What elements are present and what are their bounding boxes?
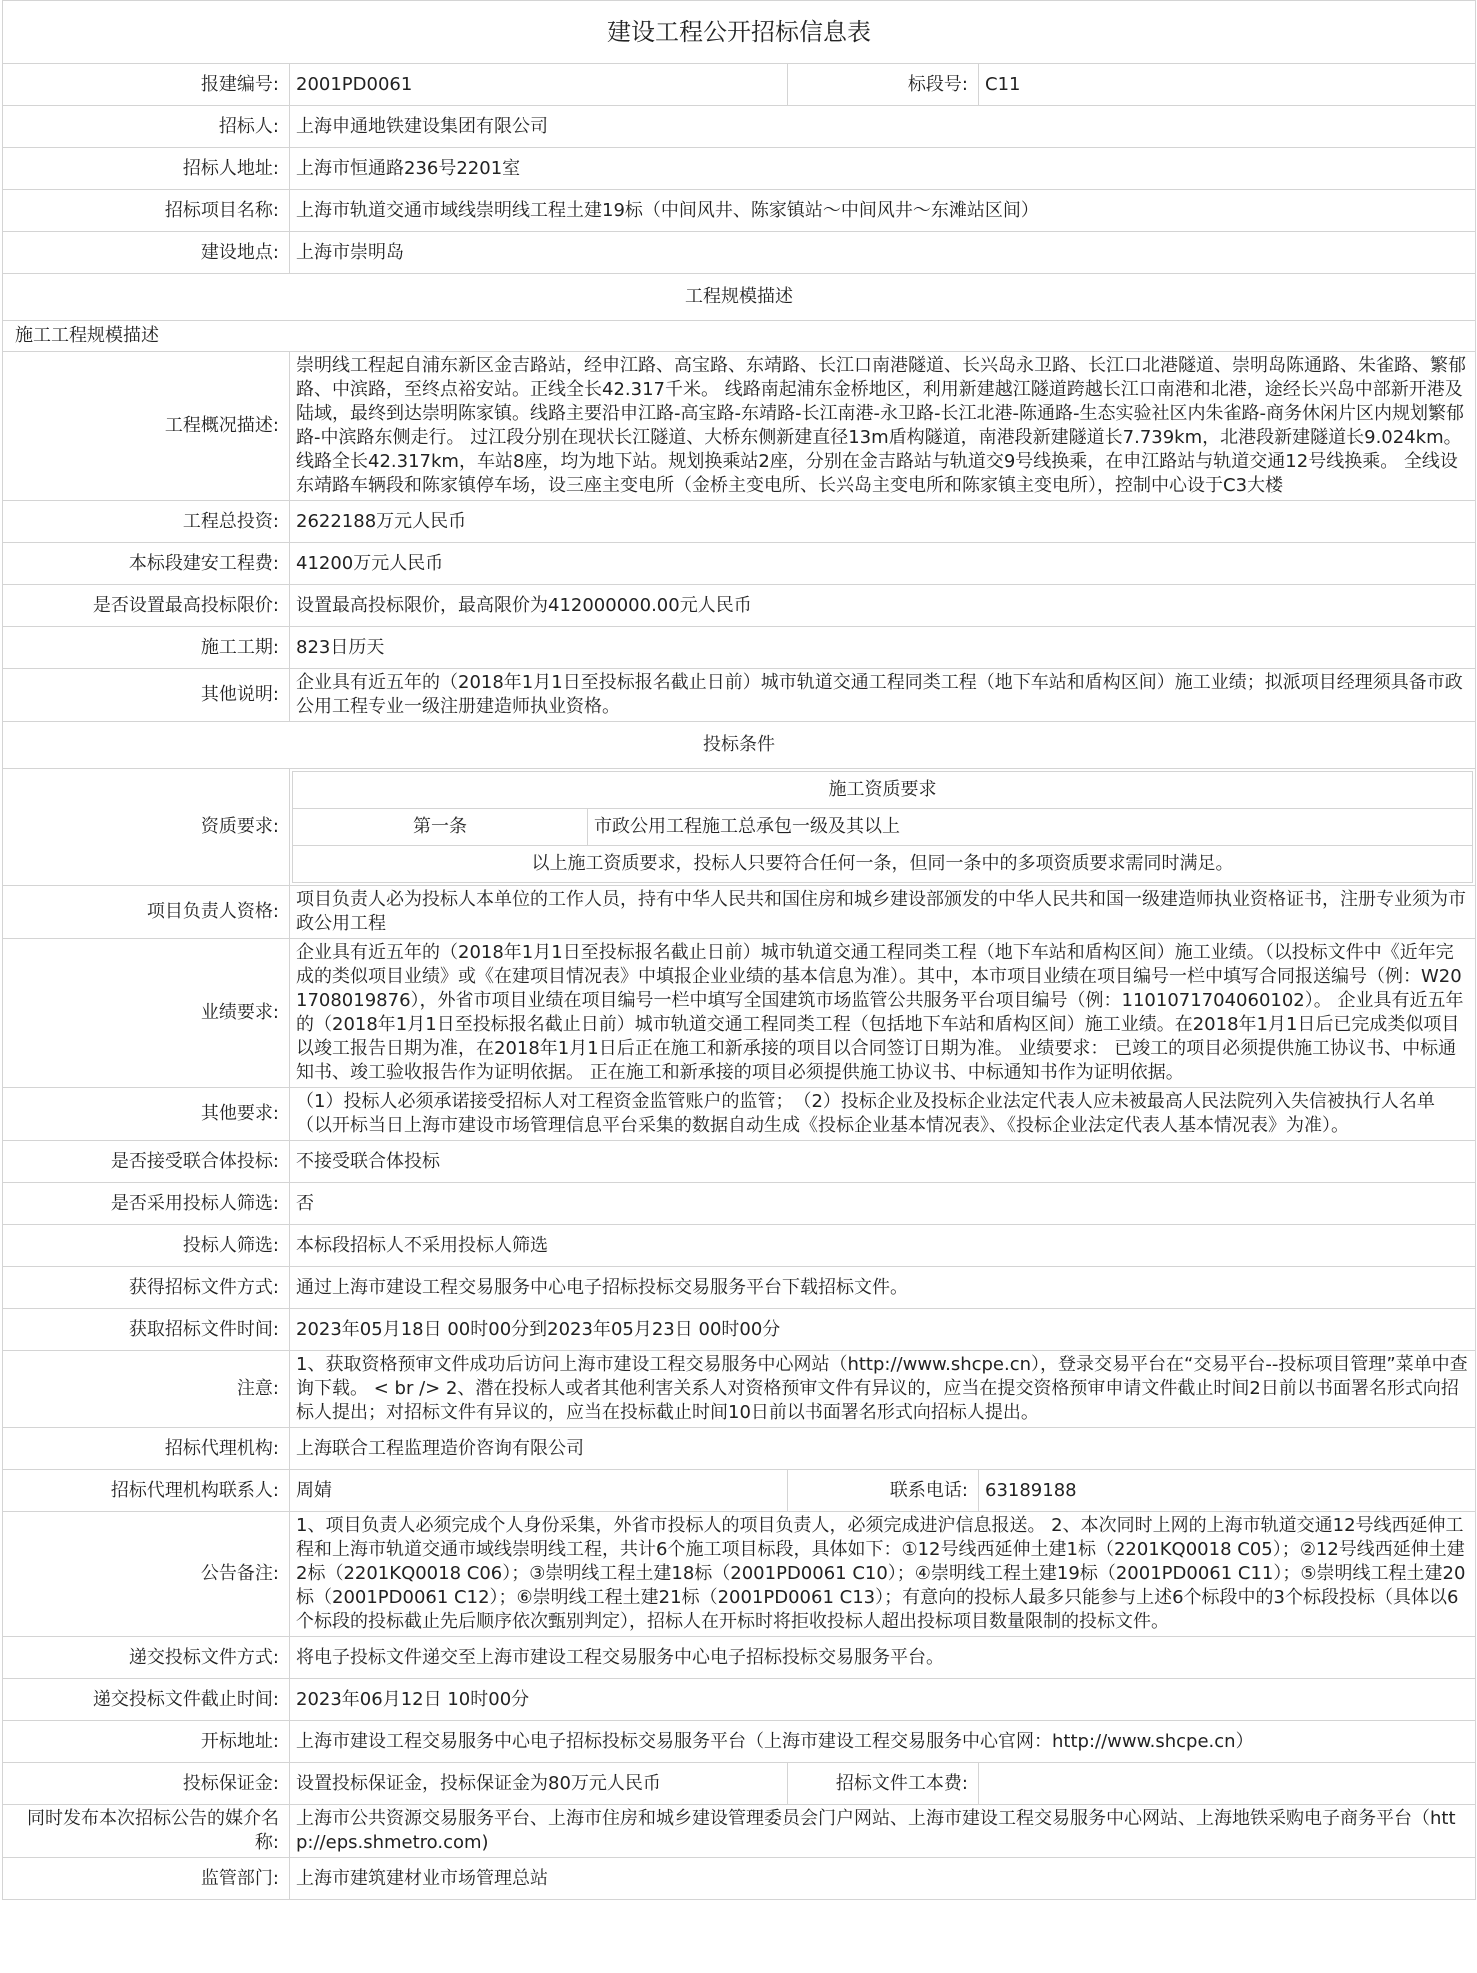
other-notes-label: 其他说明: [3, 669, 290, 722]
row-tenderer-address [3, 148, 1476, 190]
scale-sub-header: 施工工程规模描述 [3, 321, 1476, 352]
screening-detail-value: 本标段招标人不采用投标人筛选 [290, 1225, 1476, 1267]
attention-label: 注意: [3, 1351, 290, 1428]
doc-fee-value [979, 1763, 1476, 1805]
row-overview [3, 352, 1476, 501]
project-name-label: 招标项目名称: [3, 190, 290, 232]
qualification-item-no: 第一条 [293, 809, 588, 846]
row-agency-contact [3, 1470, 1476, 1512]
bid-bond-label: 投标保证金: [3, 1763, 290, 1805]
tender-info-table [2, 0, 1476, 1900]
submit-deadline-label: 递交投标文件截止时间: [3, 1679, 290, 1721]
remarks-label: 公告备注: [3, 1512, 290, 1637]
max-price-label: 是否设置最高投标限价: [3, 585, 290, 627]
row-opening-address [3, 1721, 1476, 1763]
opening-address-value: 上海市建设工程交易服务中心电子招标投标交易服务平台（上海市建设工程交易服务中心官网：http://www.shcpe.cn） [290, 1721, 1476, 1763]
submit-method-value: 将电子投标文件递交至上海市建设工程交易服务中心电子招标投标交易服务平台。 [290, 1637, 1476, 1679]
performance-value: 企业具有近五年的（2018年1月1日至投标报名截止日前）城市轨道交通工程同类工程（地下车站和盾构区间）施工业绩。（以投标文件中《近年完成的类似项目业绩》或《在建项目情况表》中填报企业业绩的基本信息为准）。其中，本市项目业绩在项目编号一栏中填写合同报送编号（例：W201708019876），外省市项目业绩在项目编号一栏中填写全国建筑市场监管公共服务平台项目编号（例：1101071704060102）。 企业具有近五年的（2018年1月1日至投标报名截止日前）城市轨道交通工程同类工程（包括地下车站和盾构区间）施工业绩。在2018年1月1日后已完成类似项目以竣工报告日期为准，在2018年1月1日后正在施工和新承接的项目以合同签订日期为准。 业绩要求： 已竣工的项目必须提供施工协议书、中标通知书、竣工验收报告作为证明依据。 正在施工和新承接的项目必须提供施工协议书、中标通知书作为证明依据。 [290, 939, 1476, 1088]
row-doc-time [3, 1309, 1476, 1351]
doc-method-label: 获得招标文件方式: [3, 1267, 290, 1309]
bid-bond-value: 设置投标保证金，投标保证金为80万元人民币 [290, 1763, 788, 1805]
agency-value: 上海联合工程监理造价咨询有限公司 [290, 1428, 1476, 1470]
qualification-table [292, 771, 1473, 883]
project-no-value: 2001PD0061 [290, 64, 788, 106]
other-notes-value: 企业具有近五年的（2018年1月1日至投标报名截止日前）城市轨道交通工程同类工程（地下车站和盾构区间）施工业绩；拟派项目经理须具备市政公用工程专业一级注册建造师执业资格。 [290, 669, 1476, 722]
tenderer-value: 上海申通地铁建设集团有限公司 [290, 106, 1476, 148]
pm-qualification-value: 项目负责人必为投标人本单位的工作人员，持有中华人民共和国住房和城乡建设部颁发的中华人民共和国一级建造师执业资格证书，注册专业须为市政公用工程 [290, 886, 1476, 939]
row-pm-qualification [3, 886, 1476, 939]
media-value: 上海市公共资源交易服务平台、上海市住房和城乡建设管理委员会门户网站、上海市建设工程交易服务中心网站、上海地铁采购电子商务平台（http://eps.shmetro.com) [290, 1805, 1476, 1858]
other-requirements-label: 其他要求: [3, 1088, 290, 1141]
submit-method-label: 递交投标文件方式: [3, 1637, 290, 1679]
screening-detail-label: 投标人筛选: [3, 1225, 290, 1267]
row-performance [3, 939, 1476, 1088]
row-bid-bond [3, 1763, 1476, 1805]
media-label: 同时发布本次招标公告的媒介名称: [3, 1805, 290, 1858]
qualification-inner-header: 施工资质要求 [293, 772, 1473, 809]
consortium-value: 不接受联合体投标 [290, 1141, 1476, 1183]
doc-time-value: 2023年05月18日 00时00分到2023年05月23日 00时00分 [290, 1309, 1476, 1351]
submit-deadline-value: 2023年06月12日 10时00分 [290, 1679, 1476, 1721]
location-label: 建设地点: [3, 232, 290, 274]
supervisor-label: 监管部门: [3, 1858, 290, 1900]
row-screening-detail [3, 1225, 1476, 1267]
row-submit-deadline [3, 1679, 1476, 1721]
doc-time-label: 获取招标文件时间: [3, 1309, 290, 1351]
section-cost-value: 41200万元人民币 [290, 543, 1476, 585]
screening-label: 是否采用投标人筛选: [3, 1183, 290, 1225]
row-other-requirements [3, 1088, 1476, 1141]
qualification-item-value: 市政公用工程施工总承包一级及其以上 [588, 809, 1473, 846]
agency-label: 招标代理机构: [3, 1428, 290, 1470]
doc-method-value: 通过上海市建设工程交易服务中心电子招标投标交易服务平台下载招标文件。 [290, 1267, 1476, 1309]
project-no-label: 报建编号: [3, 64, 290, 106]
scale-section-header: 工程规模描述 [3, 274, 1476, 321]
row-project-no [3, 64, 1476, 106]
max-price-value: 设置最高投标限价，最高限价为412000000.00元人民币 [290, 585, 1476, 627]
opening-address-label: 开标地址: [3, 1721, 290, 1763]
row-attention [3, 1351, 1476, 1428]
row-remarks [3, 1512, 1476, 1637]
row-max-price [3, 585, 1476, 627]
row-screening [3, 1183, 1476, 1225]
phone-value: 63189188 [979, 1470, 1476, 1512]
total-investment-value: 2622188万元人民币 [290, 501, 1476, 543]
overview-label: 工程概况描述: [3, 352, 290, 501]
phone-label: 联系电话: [788, 1470, 979, 1512]
duration-label: 施工工期: [3, 627, 290, 669]
section-no-value: C11 [979, 64, 1476, 106]
total-investment-label: 工程总投资: [3, 501, 290, 543]
project-name-value: 上海市轨道交通市域线崇明线工程土建19标（中间风井、陈家镇站～中间风井～东滩站区间） [290, 190, 1476, 232]
supervisor-value: 上海市建筑建材业市场管理总站 [290, 1858, 1476, 1900]
duration-value: 823日历天 [290, 627, 1476, 669]
agency-contact-value: 周婧 [290, 1470, 788, 1512]
location-value: 上海市崇明岛 [290, 232, 1476, 274]
row-duration [3, 627, 1476, 669]
row-project-name [3, 190, 1476, 232]
row-submit-method [3, 1637, 1476, 1679]
row-consortium [3, 1141, 1476, 1183]
attention-value: 1、获取资格预审文件成功后访问上海市建设工程交易服务中心网站（http://www.shcpe.cn），登录交易平台在“交易平台--投标项目管理”菜单中查询下载。 < br /> 2、潜在投标人或者其他利害关系人对资格预审文件有异议的，应当在提交资格预审申请文件截止时间2日前以书面署名形式向招标人提出；对招标文件有异议的，应当在投标截止时间10日前以书面署名形式向招标人提出。 [290, 1351, 1476, 1428]
section-no-label: 标段号: [788, 64, 979, 106]
row-agency [3, 1428, 1476, 1470]
row-supervisor [3, 1858, 1476, 1900]
row-media [3, 1805, 1476, 1858]
tenderer-address-value: 上海市恒通路236号2201室 [290, 148, 1476, 190]
doc-fee-label: 招标文件工本费: [788, 1763, 979, 1805]
performance-label: 业绩要求: [3, 939, 290, 1088]
overview-value: 崇明线工程起自浦东新区金吉路站，经申江路、高宝路、东靖路、长江口南港隧道、长兴岛永卫路、长江口北港隧道、崇明岛陈通路、朱雀路、繁郁路、中滨路，至终点裕安站。正线全长42.317千米。 线路南起浦东金桥地区，利用新建越江隧道跨越长江口南港和北港，途经长兴岛中部新开港及陆域，最终到达崇明陈家镇。线路主要沿申江路-高宝路-东靖路-长江南港-永卫路-长江北港-陈通路-生态实验社区内朱雀路-商务休闲片区内规划繁郁路-中滨路东侧走行。 过江段分别在现状长江隧道、大桥东侧新建直径13m盾构隧道，南港段新建隧道长7.739km，北港段新建隧道长9.024km。 线路全长42.317km，车站8座，均为地下站。规划换乘站2座，分别在金吉路站与轨道交9号线换乘，在申江路站与轨道交通12号线换乘。 全线设东靖路车辆段和陈家镇停车场，设三座主变电所（金桥主变电所、长兴岛主变电所和陈家镇主变电所），控制中心设于C3大楼 [290, 352, 1476, 501]
bid-section-header: 投标条件 [3, 722, 1476, 769]
pm-qualification-label: 项目负责人资格: [3, 886, 290, 939]
remarks-value: 1、项目负责人必须完成个人身份采集，外省市投标人的项目负责人，必须完成进沪信息报送。 2、本次同时上网的上海市轨道交通12号线西延伸工程和上海市轨道交通市域线崇明线工程，共计6个施工项目标段，具体如下：①12号线西延伸土建1标（2201KQ0018 C05）；②12号线西延伸土建2标（2201KQ0018 C06）；③崇明线工程土建18标（2001PD0061 C10）；④崇明线工程土建19标（2001PD0061 C11）；⑤崇明线工程土建20标（2001PD0061 C12）；⑥崇明线工程土建21标（2001PD0061 C13）；有意向的投标人最多只能参与上述6个标段中的3个标段投标（具体以6个标段的投标截止先后顺序依次甄别判定），招标人在开标时将拒收投标人超出投标项目数量限制的投标文件。 [290, 1512, 1476, 1637]
screening-value: 否 [290, 1183, 1476, 1225]
row-tenderer [3, 106, 1476, 148]
other-requirements-value: （1）投标人必须承诺接受招标人对工程资金监管账户的监管； （2）投标企业及投标企业法定代表人应未被最高人民法院列入失信被执行人名单（以开标当日上海市建设市场管理信息平台采集的数据自动生成《投标企业基本情况表》、《投标企业法定代表人基本情况表》为准）。 [290, 1088, 1476, 1141]
tenderer-label: 招标人: [3, 106, 290, 148]
row-doc-method [3, 1267, 1476, 1309]
section-cost-label: 本标段建安工程费: [3, 543, 290, 585]
row-section-cost [3, 543, 1476, 585]
page-title: 建设工程公开招标信息表 [3, 1, 1476, 64]
consortium-label: 是否接受联合体投标: [3, 1141, 290, 1183]
tenderer-address-label: 招标人地址: [3, 148, 290, 190]
row-total-investment [3, 501, 1476, 543]
row-location [3, 232, 1476, 274]
row-qualification [3, 769, 1476, 886]
qualification-footer: 以上施工资质要求，投标人只要符合任何一条，但同一条中的多项资质要求需同时满足。 [293, 846, 1473, 883]
row-other-notes [3, 669, 1476, 722]
qualification-label: 资质要求: [3, 769, 290, 886]
agency-contact-label: 招标代理机构联系人: [3, 1470, 290, 1512]
